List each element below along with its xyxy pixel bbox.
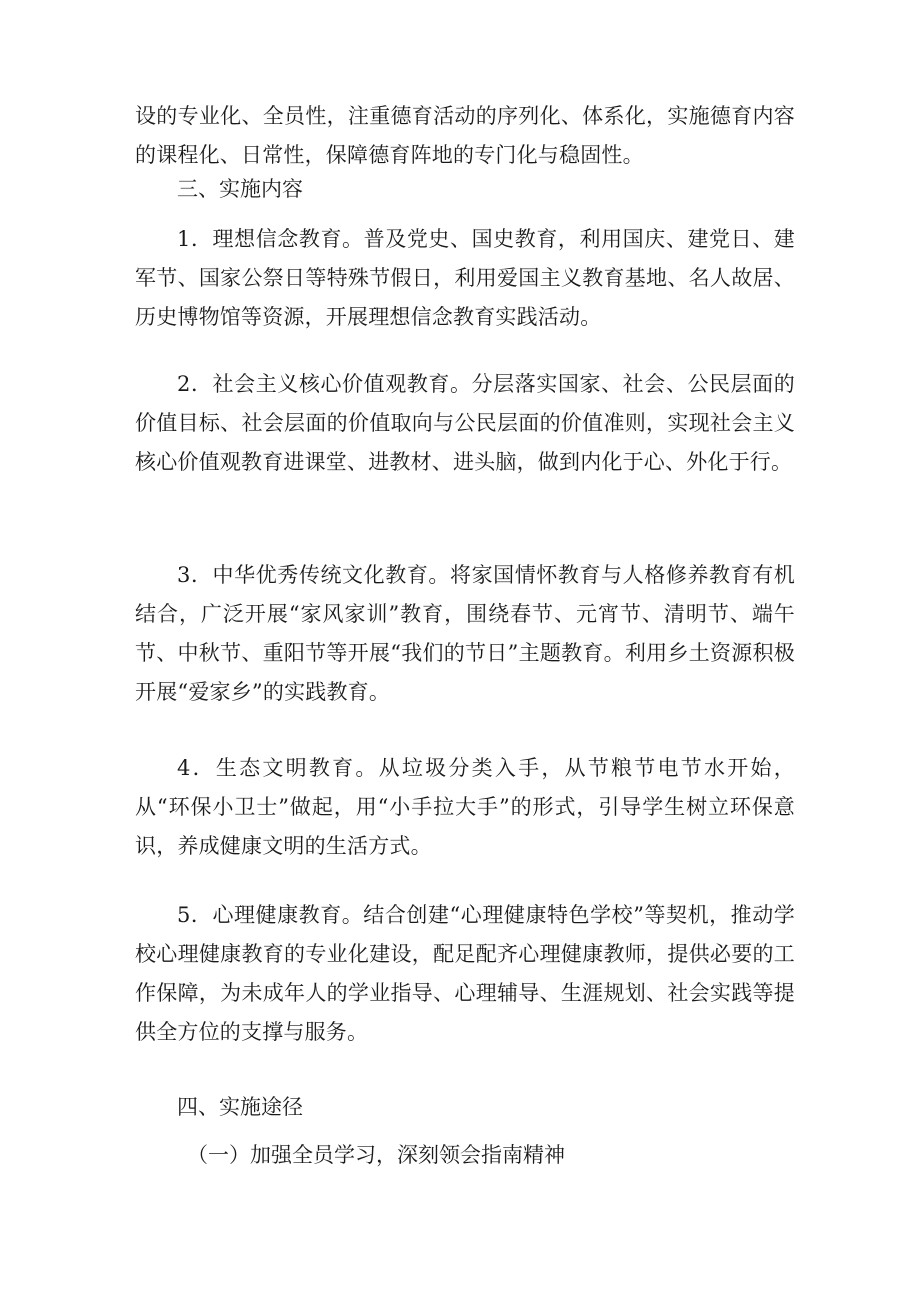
continuation-paragraph: 设的专业化、全员性，注重德育活动的序列化、体系化，实施德育内容的课程化、日常性，保障德育阵地的专门化与稳固性。 [135, 104, 795, 167]
item-1-paragraph: 1．理想信念教育。普及党史、国史教育，利用国庆、建党日、建军节、国家公祭日等特殊节假日，利用爱国主义教育基地、名人故居、历史博物馆等资源，开展理想信念教育实践活动。 [135, 227, 795, 329]
item-4-paragraph: 4．生态文明教育。从垃圾分类入手，从节粮节电节水开始，从“环保小卫士”做起，用“小手拉大手”的形式，引导学生树立环保意识，养成健康文明的生活方式。 [135, 756, 795, 858]
section-three-heading: 三、实施内容 [177, 177, 303, 201]
subsection-one-heading: （一）加强全员学习，深刻领会指南精神 [187, 1143, 565, 1167]
item-3-paragraph: 3．中华优秀传统文化教育。将家国情怀教育与人格修养教育有机结合，广泛开展“家风家训”教育，围绕春节、元宵节、清明节、端午节、中秋节、重阳节等开展“我们的节日”主题教育。利用乡土资源积极开展“爱家乡”的实践教育。 [135, 563, 795, 704]
item-5-paragraph: 5．心理健康教育。结合创建“心理健康特色学校”等契机，推动学校心理健康教育的专业化建设，配足配齐心理健康教师，提供必要的工作保障，为未成年人的学业指导、心理辅导、生涯规划、社会实践等提供全方位的支撑与服务。 [135, 903, 795, 1044]
section-four-heading: 四、实施途径 [177, 1095, 303, 1119]
item-2-paragraph: 2．社会主义核心价值观教育。分层落实国家、社会、公民层面的价值目标、社会层面的价值取向与公民层面的价值准则，实现社会主义核心价值观教育进课堂、进教材、进头脑，做到内化于心、外化于行。 [135, 372, 795, 474]
